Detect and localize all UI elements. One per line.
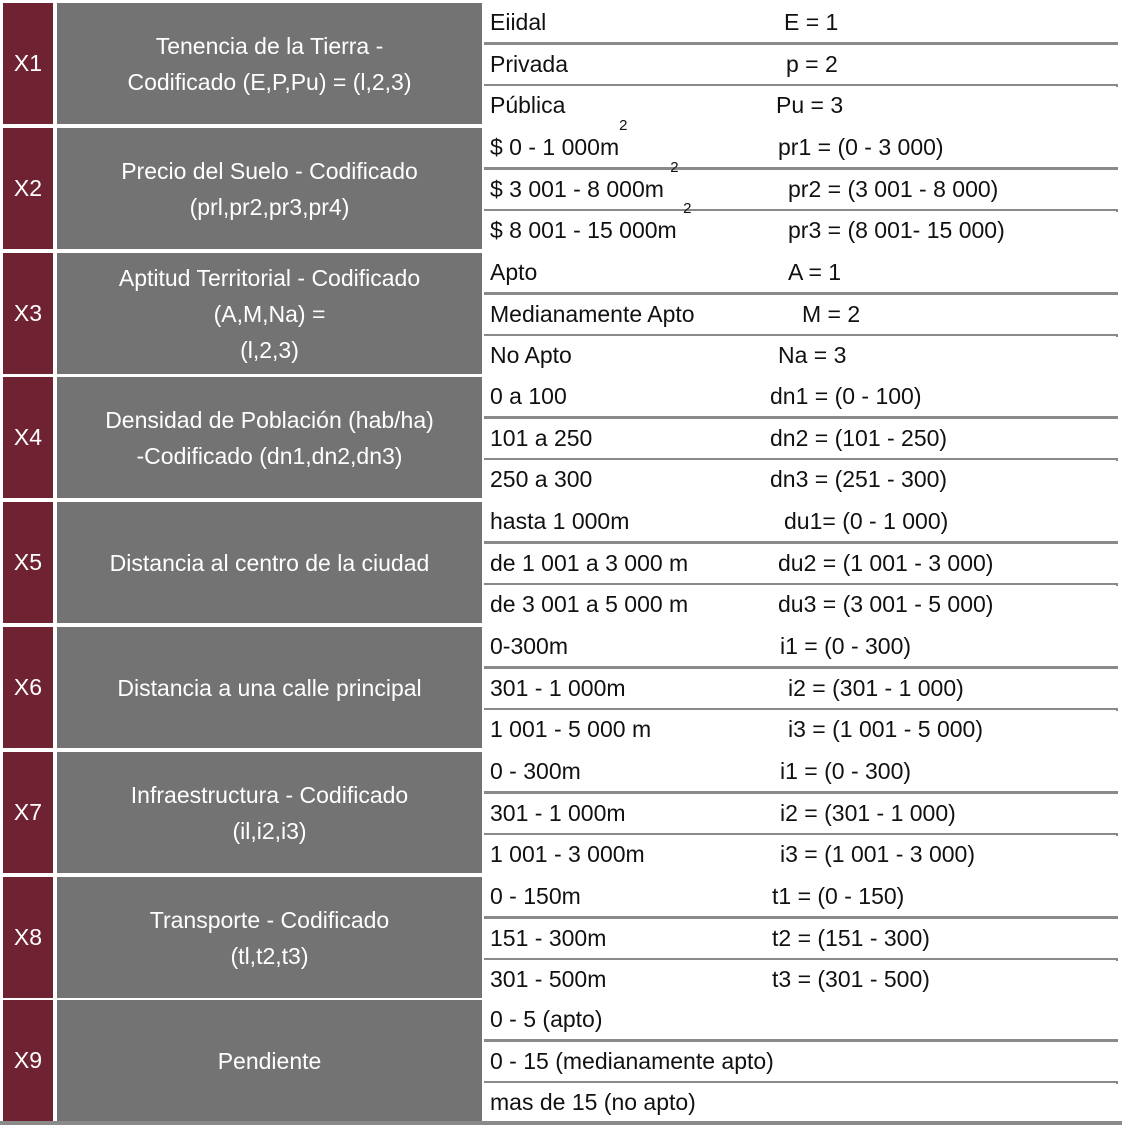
code-value: i3 = (1 001 - 3 000) [780,841,975,867]
code-value: i2 = (301 - 1 000) [780,800,956,826]
value-row [484,544,1116,583]
variable-description-cell [57,3,482,124]
range-label [490,377,567,416]
variable-description-cell [57,752,482,873]
range-label-text: 301 - 1 000m [490,800,626,826]
superscript-exponent: 2 [683,200,692,217]
range-label-text: 0 - 300m [490,758,581,784]
range-label-text: 0 a 100 [490,383,567,409]
description-line: (A,M,Na) = [213,300,326,327]
variable-id-cell: X3 [3,253,53,374]
description-line: (il,i2,i3) [232,817,307,844]
range-label [490,544,688,583]
value-row [484,669,1116,708]
code-value: M = 2 [802,301,861,327]
description-line: Pendiente [217,1047,322,1074]
value-row [484,159,1116,209]
description-line: Distancia a una calle principal [117,674,422,701]
value-row [484,960,1116,999]
range-label [490,627,568,666]
range-label [490,419,592,458]
description-line: Tenencia de la Tierra - [155,32,384,59]
code-value: i3 = (1 001 - 5 000) [788,716,983,742]
value-row [484,877,1116,916]
value-row [484,1000,1116,1039]
variable-id-cell: X2 [3,128,53,249]
description-line: Transporte - Codificado [149,906,390,933]
range-label-text: 151 - 300m [490,925,607,951]
value-row [484,1042,1116,1081]
range-label-text: 0-300m [490,633,568,659]
range-label [490,502,629,541]
code-value: A = 1 [788,259,842,285]
value-row [484,3,1116,42]
range-label [490,835,645,874]
range-label [490,919,606,958]
variable-id-cell: X8 [3,877,53,998]
code-value: Na = 3 [778,342,847,368]
range-label-text: $ 8 001 - 15 000m [490,217,684,243]
variable-description-cell [57,627,482,748]
range-label [490,86,565,125]
value-row [484,794,1116,833]
range-label-text: 101 a 250 [490,425,593,451]
variable-id-cell: X9 [3,1000,53,1121]
description-line: (prl,pr2,pr3,pr4) [189,193,350,220]
variable-description-cell [57,253,482,374]
variable-description-cell [57,128,482,249]
code-value: dn1 = (0 - 100) [770,383,922,409]
description-line: Codificado (E,P,Pu) = (l,2,3) [127,68,412,95]
row-group [0,627,1118,748]
range-label [490,960,606,999]
code-value: pr1 = (0 - 3 000) [778,134,944,160]
value-row [484,835,1116,874]
range-label [490,794,626,833]
row-group [0,502,1118,623]
code-value: t3 = (301 - 500) [772,966,930,992]
range-label [490,1000,603,1039]
value-row [484,336,1116,375]
description-line: Infraestructura - Codificado [130,781,409,808]
variable-id-cell: X4 [3,377,53,498]
range-label-text: de 3 001 a 5 000 m [490,591,689,617]
value-row [484,710,1116,749]
variable-id-cell: X7 [3,752,53,873]
value-row [484,253,1116,292]
code-value: i1 = (0 - 300) [780,758,912,784]
value-row [484,1083,1116,1122]
range-label-text: Eiidal [490,9,547,35]
variable-description-cell [57,502,482,623]
description-line: -Codificado (dn1,dn2,dn3) [136,442,403,469]
range-label [490,253,537,292]
range-label-text: 0 - 15 (medianamente apto) [490,1048,774,1074]
row-group [0,752,1118,873]
variable-description-cell [57,377,482,498]
code-value: i2 = (301 - 1 000) [788,675,964,701]
superscript-exponent: 2 [670,159,679,176]
value-row [484,502,1116,541]
row-group [0,253,1118,374]
row-group [0,1000,1118,1121]
range-label [490,3,546,42]
description-line: (tl,t2,t3) [230,942,309,969]
range-label-text: $ 0 - 1 000m [490,134,620,160]
range-label [490,752,581,791]
range-label [490,117,628,167]
range-label [490,710,651,749]
range-label [490,585,688,624]
value-row [484,377,1116,416]
code-value: dn3 = (251 - 300) [770,466,948,492]
code-value: du1= (0 - 1 000) [784,508,949,534]
range-label [490,159,679,209]
code-value: dn2 = (101 - 250) [770,425,948,451]
superscript-exponent: 2 [619,117,628,134]
description-line: Aptitud Territorial - Codificado [118,264,421,291]
range-label [490,460,592,499]
row-group [0,117,1118,249]
range-label [490,669,626,708]
code-value: du3 = (3 001 - 5 000) [778,591,994,617]
description-line: Precio del Suelo - Codificado [121,157,418,184]
range-label-text: Medianamente Apto [490,301,695,327]
range-label-text: Apto [490,259,538,285]
range-label-text: Privada [490,51,568,77]
value-row [484,86,1116,125]
range-label-text: 301 - 1 000m [490,675,626,701]
range-label-text: hasta 1 000m [490,508,630,534]
range-label-text: de 1 001 a 3 000 m [490,550,689,576]
range-label [490,45,568,84]
variable-description-cell [57,877,482,998]
code-value: E = 1 [784,9,839,35]
value-row [484,419,1116,458]
range-label [490,295,695,334]
range-label-text: 301 - 500m [490,966,607,992]
value-row [484,117,1116,167]
range-label-text: 1 001 - 5 000 m [490,716,652,742]
range-label-text: 250 a 300 [490,466,593,492]
variable-description-cell [57,1000,482,1121]
code-value: i1 = (0 - 300) [780,633,912,659]
description-line: Distancia al centro de la ciudad [109,549,430,576]
value-row [484,752,1116,791]
range-label [490,200,692,250]
code-value: Pu = 3 [776,92,844,118]
code-value: p = 2 [786,51,838,77]
row-group [0,377,1118,498]
range-label-text: $ 3 001 - 8 000m [490,176,671,202]
value-row [484,200,1116,250]
table-bottom-border [0,1121,1122,1125]
range-label [490,336,572,375]
description-line: Densidad de Población (hab/ha) [105,406,434,433]
range-label-text: No Apto [490,342,572,368]
variable-id-cell: X6 [3,627,53,748]
range-label-text: 1 001 - 3 000m [490,841,645,867]
value-row [484,585,1116,624]
row-group [0,877,1118,998]
value-row [484,45,1116,84]
value-row [484,627,1116,666]
variable-id-cell: X5 [3,502,53,623]
range-label [490,1083,696,1122]
range-label [490,877,581,916]
code-value: t2 = (151 - 300) [772,925,930,951]
variable-id-cell: X1 [3,3,53,124]
range-label-text: Pública [490,92,566,118]
row-group [0,3,1118,124]
value-row [484,460,1116,499]
code-value: pr2 = (3 001 - 8 000) [788,176,999,202]
value-row [484,919,1116,958]
description-line: (l,2,3) [240,336,299,363]
range-label-text: mas de 15 (no apto) [490,1089,696,1115]
range-label [490,1042,774,1081]
value-row [484,295,1116,334]
range-label-text: 0 - 5 (apto) [490,1006,603,1032]
code-value: pr3 = (8 001- 15 000) [788,217,1005,243]
code-value: du2 = (1 001 - 3 000) [778,550,994,576]
code-value: t1 = (0 - 150) [772,883,905,909]
range-label-text: 0 - 150m [490,883,581,909]
